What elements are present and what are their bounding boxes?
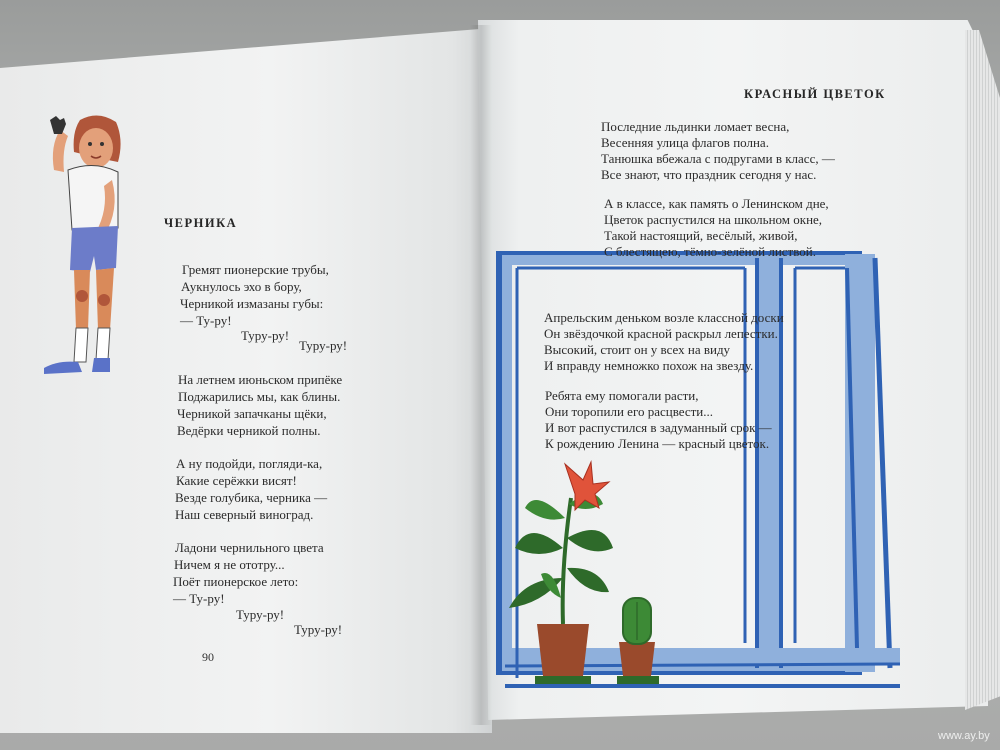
- poem-line: Туру-ру!: [236, 607, 285, 622]
- poem-line: Аукнулось эхо в бору,: [181, 279, 302, 294]
- poem-line: Такой настоящий, весёлый, живой,: [604, 228, 798, 243]
- book-spine: [470, 25, 492, 725]
- poem-line: Ничем я не ототру...: [174, 557, 285, 572]
- poem-line: Ребята ему помогали расти,: [545, 388, 699, 403]
- poem-line: Туру-ру!: [294, 622, 343, 637]
- poem-line: К рождению Ленина — красный цветок.: [545, 436, 770, 451]
- poem-line: Поджарились мы, как блины.: [178, 389, 341, 404]
- poem-title-chernika: ЧЕРНИКА: [164, 216, 238, 230]
- poem-line: Черникой измазаны губы:: [180, 296, 324, 311]
- poem-line: Высокий, стоит он у всех на виду: [544, 342, 731, 357]
- poem-line: Они торопили его расцвести...: [545, 404, 714, 419]
- page-stack-edge: [965, 30, 1000, 710]
- poem-line: Поёт пионерское лето:: [173, 574, 299, 589]
- watermark: www.ay.by: [938, 730, 990, 742]
- poem-line: Танюшка вбежала с подругами в класс, —: [601, 151, 835, 166]
- poem-title-krasny-tsvetok: КРАСНЫЙ ЦВЕТОК: [744, 87, 886, 101]
- poem-line: — Ту-ру!: [173, 591, 225, 606]
- poem-line: Апрельским деньком возле классной доски: [544, 310, 784, 325]
- poem-line: Ведёрки черникой полны.: [177, 423, 321, 438]
- poem-line: На летнем июньском припёке: [178, 372, 343, 387]
- poem-line: Гремят пионерские трубы,: [182, 262, 329, 277]
- poem-line: Он звёздочкой красной раскрыл лепестки.: [544, 326, 778, 341]
- poem-line: Все знают, что праздник сегодня у нас.: [601, 167, 817, 182]
- poem-line: — Ту-ру!: [180, 313, 232, 328]
- poem-line: А ну подойди, погляди-ка,: [176, 456, 323, 471]
- poem-line: И вот распустился в задуманный срок —: [545, 420, 772, 435]
- poem-line: С блестящею, тёмно-зелёной листвой.: [604, 244, 816, 259]
- poem-line: Туру-ру!: [299, 338, 348, 353]
- page-number: 90: [202, 650, 214, 664]
- poem-line: А в классе, как память о Ленинском дне,: [604, 196, 829, 211]
- poem-line: Ладони чернильного цвета: [175, 540, 324, 555]
- poem-line: Наш северный виноград.: [175, 507, 314, 522]
- girl-illustration: [38, 110, 128, 380]
- poem-line: Весенняя улица флагов полна.: [601, 135, 769, 150]
- poem-line: Черникой запачканы щёки,: [177, 406, 327, 421]
- poem-line: Везде голубика, черника —: [175, 490, 328, 505]
- poem-line: Последние льдинки ломает весна,: [601, 119, 790, 134]
- poem-line: Какие серёжки висят!: [176, 473, 297, 488]
- poem-line: И вправду немножко похож на звезду.: [544, 358, 754, 373]
- poem-line: Цветок распустился на школьном окне,: [604, 212, 823, 227]
- poem-line: Туру-ру!: [241, 328, 290, 343]
